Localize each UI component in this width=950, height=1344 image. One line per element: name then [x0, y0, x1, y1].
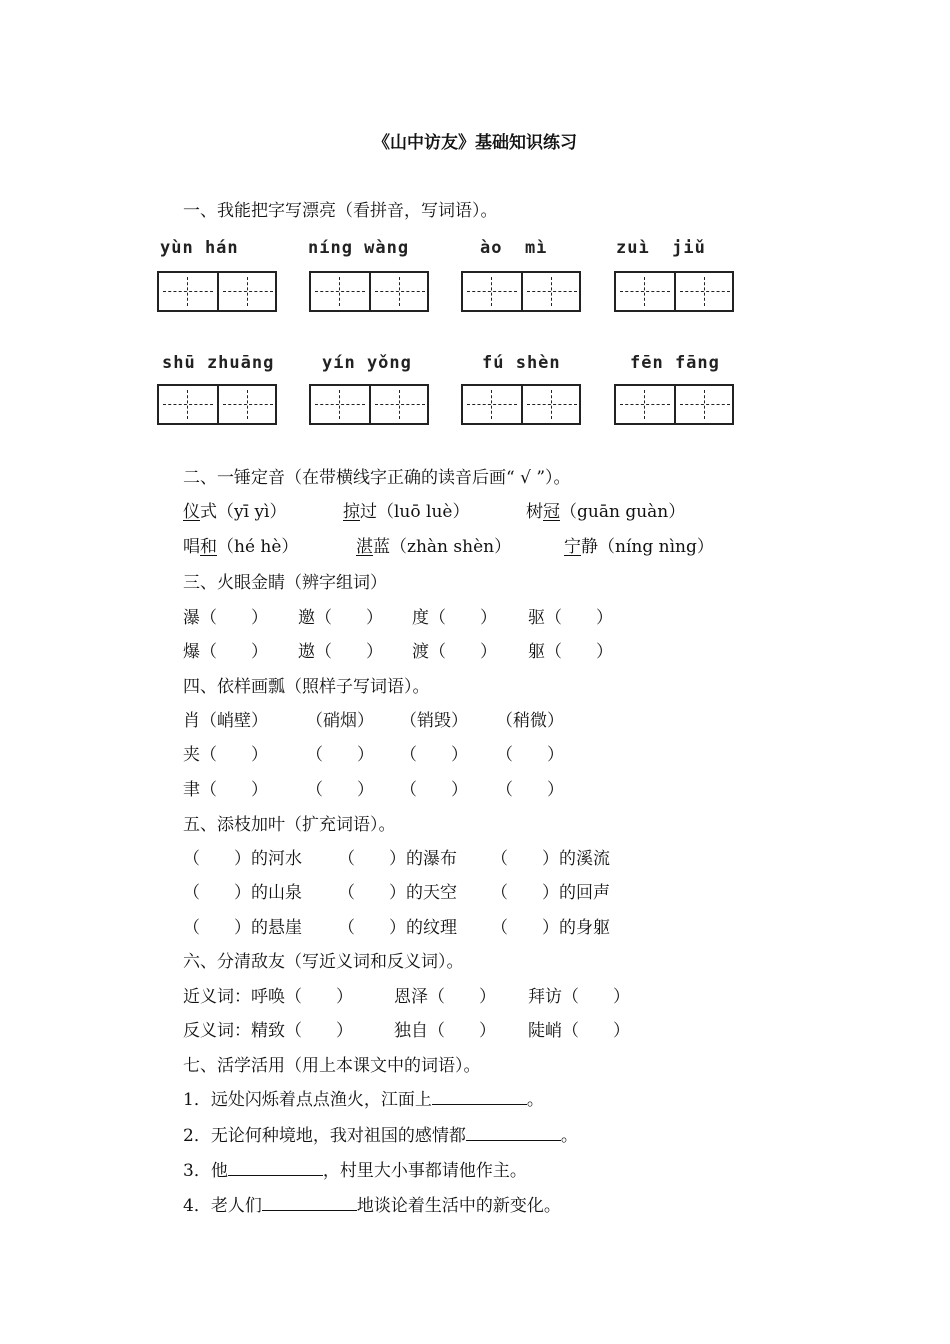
fill-item[interactable]: 渡（ ）: [412, 642, 497, 662]
page-title: 《山中访友》基础知识练习: [373, 133, 577, 153]
fill-item[interactable]: 遨（ ）: [298, 642, 383, 662]
sentence-item: 3．他 ，村里大小事都请他作主。: [183, 1161, 527, 1181]
fill-item[interactable]: （ ）的瀑布: [338, 849, 457, 869]
section-3-heading: 三、火眼金睛（辨字组词）: [183, 573, 387, 593]
section-2-heading: 二、一锤定音（在带横线字正确的读音后画“ √ ”）。: [183, 468, 571, 488]
fill-item[interactable]: （ ）: [496, 745, 564, 765]
answer-blank[interactable]: [432, 1088, 527, 1105]
example-item: （稍微）: [496, 711, 564, 731]
fill-item[interactable]: （ ）的身躯: [491, 918, 610, 938]
section-4-heading: 四、依样画瓢（照样子写词语）。: [183, 677, 430, 697]
fill-item[interactable]: 拜访（ ）: [528, 987, 630, 1007]
section-6-heading: 六、分清敌友（写近义词和反义词）。: [183, 952, 464, 972]
sentence-item: 2．无论何种境地，我对祖国的感情都 。: [183, 1126, 578, 1146]
fill-item[interactable]: （ ）: [496, 780, 564, 800]
fill-item[interactable]: 夹（ ）: [183, 745, 268, 765]
fill-item[interactable]: 邀（ ）: [298, 608, 383, 628]
fill-item[interactable]: 聿（ ）: [183, 780, 268, 800]
example-item: （硝烟）: [306, 711, 374, 731]
answer-blank[interactable]: [262, 1194, 357, 1211]
fill-item[interactable]: （ ）的溪流: [491, 849, 610, 869]
fill-item[interactable]: （ ）的回声: [491, 883, 610, 903]
fill-item[interactable]: 躯（ ）: [528, 642, 613, 662]
pronunciation-item[interactable]: 唱和（hé hè）: [183, 537, 299, 557]
writing-grid[interactable]: [614, 384, 734, 425]
fill-item[interactable]: 近义词：呼唤（ ）: [183, 987, 353, 1007]
writing-grid[interactable]: [614, 271, 734, 312]
fill-item[interactable]: 爆（ ）: [183, 642, 268, 662]
fill-item[interactable]: 恩泽（ ）: [394, 987, 496, 1007]
writing-grid[interactable]: [461, 271, 581, 312]
pinyin-label: shū zhuāng: [162, 353, 275, 373]
answer-blank[interactable]: [466, 1124, 561, 1141]
fill-item[interactable]: 瀑（ ）: [183, 608, 268, 628]
fill-item[interactable]: （ ）: [400, 780, 468, 800]
section-5-heading: 五、添枝加叶（扩充词语）。: [183, 815, 396, 835]
section-7-heading: 七、活学活用（用上本课文中的词语）。: [183, 1056, 481, 1076]
example-item: （销毁）: [400, 711, 468, 731]
fill-item[interactable]: （ ）: [306, 780, 374, 800]
pinyin-label: ào mì: [480, 238, 548, 258]
pinyin-label: yín yǒng: [322, 353, 412, 373]
fill-item[interactable]: （ ）的悬崖: [183, 918, 302, 938]
sentence-item: 4．老人们 地谈论着生活中的新变化。: [183, 1196, 561, 1216]
pinyin-label: níng wàng: [308, 238, 410, 258]
fill-item[interactable]: 度（ ）: [412, 608, 497, 628]
pinyin-label: fú shèn: [482, 353, 561, 373]
fill-item[interactable]: 驱（ ）: [528, 608, 613, 628]
fill-item[interactable]: （ ）的纹理: [338, 918, 457, 938]
writing-grid[interactable]: [461, 384, 581, 425]
writing-grid[interactable]: [157, 271, 277, 312]
pinyin-label: zuì jiǔ: [616, 238, 706, 258]
section-1-heading: 一、我能把字写漂亮（看拼音，写词语）。: [183, 201, 498, 221]
fill-item[interactable]: 独自（ ）: [394, 1021, 496, 1041]
writing-grid[interactable]: [309, 271, 429, 312]
pronunciation-item[interactable]: 树冠（guān guàn）: [526, 502, 686, 522]
fill-item[interactable]: （ ）: [306, 745, 374, 765]
writing-grid[interactable]: [309, 384, 429, 425]
pronunciation-item[interactable]: 仪式（yī yì）: [183, 502, 287, 522]
pronunciation-item[interactable]: 湛蓝（zhàn shèn）: [356, 537, 512, 557]
fill-item[interactable]: （ ）的天空: [338, 883, 457, 903]
fill-item[interactable]: （ ）的山泉: [183, 883, 302, 903]
pinyin-label: fēn fāng: [630, 353, 720, 373]
fill-item[interactable]: 陡峭（ ）: [528, 1021, 630, 1041]
writing-grid[interactable]: [157, 384, 277, 425]
pinyin-label: yùn hán: [160, 238, 239, 258]
fill-item[interactable]: 反义词：精致（ ）: [183, 1021, 353, 1041]
pronunciation-item[interactable]: 掠过（luō luè）: [343, 502, 470, 522]
fill-item[interactable]: （ ）: [400, 745, 468, 765]
pronunciation-item[interactable]: 宁静（níng nìng）: [564, 537, 714, 557]
example-item: 肖（峭壁）: [183, 711, 268, 731]
fill-item[interactable]: （ ）的河水: [183, 849, 302, 869]
sentence-item: 1．远处闪烁着点点渔火，江面上 。: [183, 1090, 544, 1110]
answer-blank[interactable]: [228, 1159, 323, 1176]
